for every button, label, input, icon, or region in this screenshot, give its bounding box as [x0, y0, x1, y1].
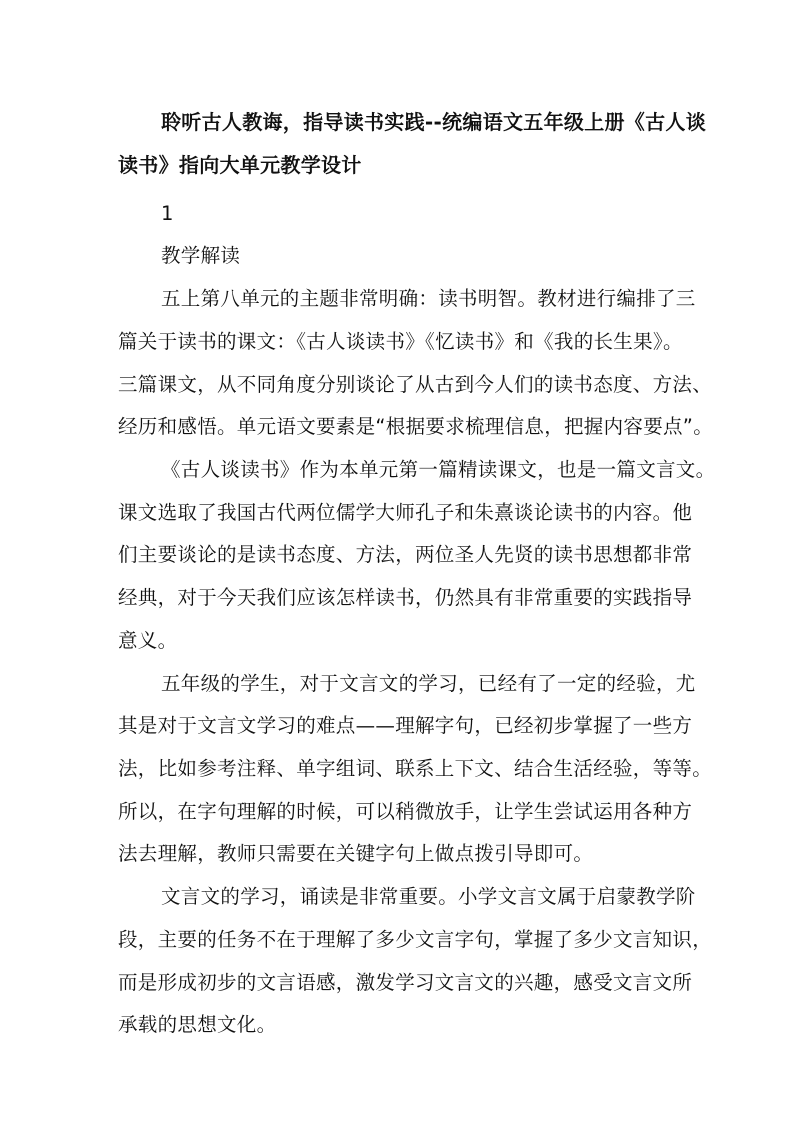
- section-heading: 教学解读: [161, 244, 241, 267]
- paragraph-line: 篇关于读书的课文：《古人谈读书》《忆读书》和《我的长生果》。: [118, 330, 683, 353]
- paragraph-line: 而是形成初步的文言语感，激发学习文言文的兴趣，感受文言文所: [118, 971, 693, 994]
- document-title-line-2: 读书》指向大单元教学设计: [118, 153, 362, 177]
- paragraph-line: 法，比如参考注释、单字组词、联系上下文、结合生活经验，等等。: [118, 757, 713, 780]
- paragraph-line: 经典，对于今天我们应该怎样读书，仍然具有非常重要的实践指导: [118, 586, 693, 609]
- paragraph-line: 承载的思想文化。: [118, 1013, 277, 1036]
- paragraph-line: 《古人谈读书》作为本单元第一篇精读课文，也是一篇文言文。: [161, 458, 716, 481]
- paragraph-line: 段，主要的任务不在于理解了多少文言字句，掌握了多少文言知识，: [118, 928, 713, 951]
- paragraph-line: 们主要谈论的是读书态度、方法，两位圣人先贤的读书思想都非常: [118, 543, 693, 566]
- paragraph-line: 意义。: [118, 629, 178, 652]
- paragraph-line: 文言文的学习，诵读是非常重要。小学文言文属于启蒙教学阶: [161, 885, 696, 908]
- paragraph-line: 三篇课文，从不同角度分别谈论了从古到今人们的读书态度、方法、: [118, 373, 713, 396]
- paragraph-line: 五年级的学生，对于文言文的学习，已经有了一定的经验，尤: [161, 672, 696, 695]
- paragraph-line: 经历和感悟。单元语文要素是“根据要求梳理信息，把握内容要点”。: [118, 415, 714, 438]
- paragraph-line: 法去理解，教师只需要在关键字句上做点拨引导即可。: [118, 842, 594, 865]
- paragraph-line: 课文选取了我国古代两位儒学大师孔子和朱熹谈论读书的内容。他: [118, 501, 693, 524]
- paragraph-line: 其是对于文言文学习的难点——理解字句，已经初步掌握了一些方: [118, 714, 693, 737]
- document-title-line-1: 聆听古人教诲，指导读书实践--统编语文五年级上册《古人谈: [161, 110, 707, 134]
- paragraph-line: 五上第八单元的主题非常明确：读书明智。教材进行编排了三: [161, 287, 696, 310]
- section-number: 1: [161, 202, 174, 225]
- paragraph-line: 所以，在字句理解的时候，可以稍微放手，让学生尝试运用各种方: [118, 800, 693, 823]
